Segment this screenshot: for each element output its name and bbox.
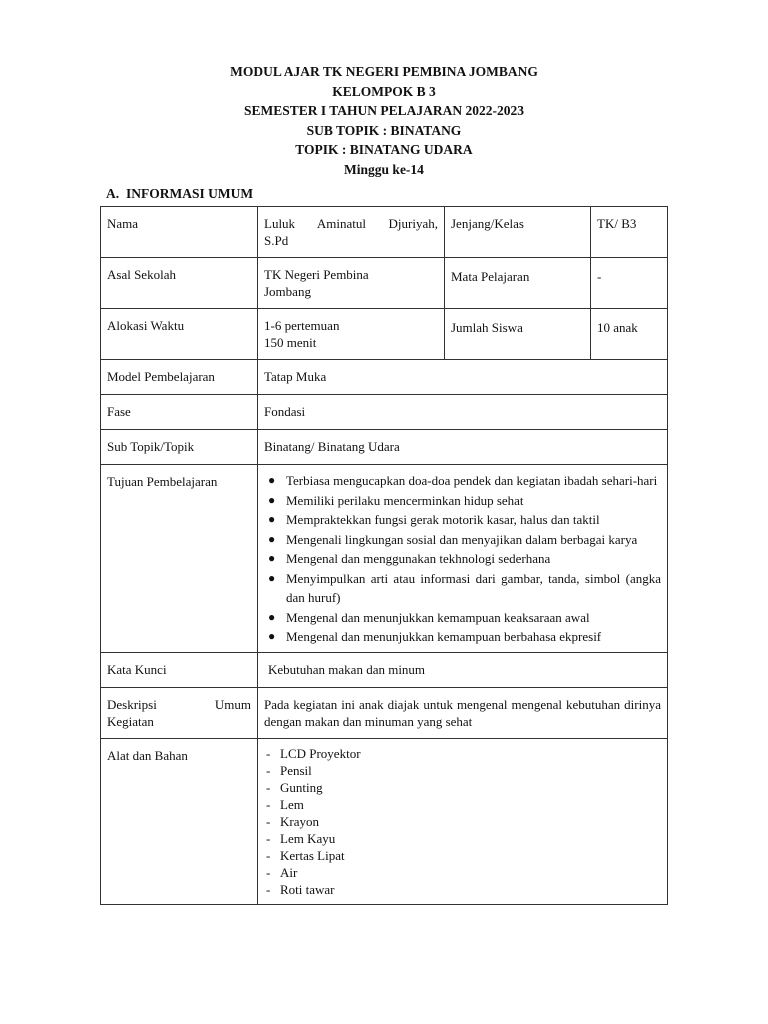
value-cell: -	[591, 258, 668, 309]
label-cell: Mata Pelajaran	[445, 258, 591, 309]
list-item: - Pensil	[266, 762, 312, 778]
list-item: - Lem	[266, 796, 304, 812]
dash-marker: -	[266, 813, 271, 829]
list-item: - Roti tawar	[266, 881, 335, 897]
dash-marker: -	[266, 847, 271, 863]
list-item: ● Menyimpulkan arti atau informasi dari gambar, tanda, simbol (angka dan huruf)	[268, 570, 661, 605]
list-item: ● Terbiasa mengucapkan doa-doa pendek dan kegiatan ibadah sehari-hari	[264, 471, 661, 491]
bullet-icon: ●	[268, 551, 276, 565]
title-line: TOPIK : BINATANG UDARA	[295, 142, 473, 158]
bullet-icon: ●	[268, 531, 276, 546]
label-cell: Tujuan Pembelajaran	[101, 465, 258, 653]
label-cell: Asal Sekolah	[101, 258, 258, 309]
list-item: ● Memiliki perilaku mencerminkan hidup sehat	[264, 491, 661, 511]
table-row	[101, 687, 668, 738]
table-row	[101, 465, 668, 653]
title-line: Minggu ke-14	[344, 161, 424, 177]
label-cell: Sub Topik/Topik	[101, 430, 258, 465]
label-cell: Jenjang/Kelas	[445, 207, 591, 258]
bullet-icon: ●	[268, 570, 276, 585]
bullet-icon: ●	[268, 609, 276, 624]
table-row	[101, 652, 668, 687]
table-row	[101, 309, 668, 360]
list-item: ● Mengenal dan menggunakan tekhnologi sederhana	[264, 549, 661, 569]
value-cell: Kebutuhan makan dan minum	[258, 652, 668, 687]
dash-marker: -	[266, 830, 271, 846]
info-table	[100, 206, 668, 905]
dash-marker: -	[266, 779, 271, 795]
value-line: 1-6 pertemuan	[264, 318, 340, 333]
list-item: - LCD Proyektor	[266, 745, 361, 761]
title-line: MODUL AJAR TK NEGERI PEMBINA JOMBANG	[230, 64, 538, 79]
value-line: TK Negeri Pembina	[264, 267, 369, 282]
value-cell	[258, 738, 668, 904]
table-row	[101, 207, 668, 258]
dash-marker: -	[266, 881, 271, 897]
value-cell: Pada kegiatan ini anak diajak untuk mengenal mengenal kebutuhan dirinya dengan makan dan minuman yang sehat	[258, 687, 668, 738]
list-item: ● Mengenal dan menunjukkan kemampuan keaksaraan awal	[264, 608, 661, 628]
list-item: - Air	[266, 864, 298, 880]
label-cell: Jumlah Siswa	[445, 309, 591, 360]
value-cell	[258, 258, 445, 309]
bullet-icon: ●	[268, 492, 276, 507]
dash-marker: -	[266, 762, 271, 778]
label-cell: Alat dan Bahan	[101, 738, 258, 904]
title-line: KELOMPOK B 3	[332, 83, 436, 99]
dash-marker: -	[266, 796, 271, 812]
label-cell: Nama	[101, 207, 258, 258]
section-heading	[106, 186, 253, 202]
list-item: ● Mengenal dan menunjukkan kemampuan berbahasa ekpresif	[264, 627, 661, 647]
table-row	[101, 360, 668, 395]
value-line: 150 menit	[264, 335, 317, 350]
label-line: Kegiatan	[107, 713, 154, 729]
label-cell: Fase	[101, 395, 258, 430]
table-row	[101, 395, 668, 430]
title-line: SEMESTER I TAHUN PELAJARAN 2022-2023	[243, 103, 525, 119]
value-line: S.Pd	[264, 233, 289, 248]
label-cell: Model Pembelajaran	[101, 360, 258, 395]
title-line: SUB TOPIK : BINATANG	[306, 122, 462, 138]
value-cell: Fondasi	[258, 395, 668, 430]
value-cell	[258, 465, 668, 653]
label-cell: Kata Kunci	[101, 652, 258, 687]
list-item: - Krayon	[266, 813, 319, 829]
list-item: ● Mengenali lingkungan sosial dan menyajikan dalam berbagai karya	[264, 530, 661, 550]
value-cell: 10 anak	[591, 309, 668, 360]
bullet-icon: ●	[268, 629, 276, 643]
table-row	[101, 430, 668, 465]
section-letter: A.	[106, 186, 120, 201]
value-line: Jombang	[264, 284, 311, 299]
dash-marker: -	[266, 745, 271, 761]
label-line: Deskripsi Umum	[107, 696, 251, 712]
list-item: ● Mempraktekkan fungsi gerak motorik kasar, halus dan taktil	[264, 510, 661, 530]
list-item: - Kertas Lipat	[266, 847, 345, 863]
value-line: Luluk Aminatul Djuriyah,	[264, 216, 438, 231]
bullet-icon: ●	[268, 473, 276, 487]
label-cell: Alokasi Waktu	[101, 309, 258, 360]
value-cell	[258, 207, 445, 258]
section-title: INFORMASI UMUM	[126, 186, 254, 201]
table-row	[101, 738, 668, 904]
value-cell: TK/ B3	[591, 207, 668, 258]
value-cell: Binatang/ Binatang Udara	[258, 430, 668, 465]
dash-marker: -	[266, 864, 271, 880]
label-cell	[101, 687, 258, 738]
table-row	[101, 258, 668, 309]
list-item: - Lem Kayu	[266, 830, 336, 846]
bullet-icon: ●	[268, 512, 276, 526]
list-item: - Gunting	[266, 779, 323, 795]
document-title	[0, 62, 768, 180]
materials-list	[264, 745, 661, 898]
value-cell	[258, 309, 445, 360]
objectives-list	[264, 471, 661, 647]
value-cell: Tatap Muka	[258, 360, 668, 395]
